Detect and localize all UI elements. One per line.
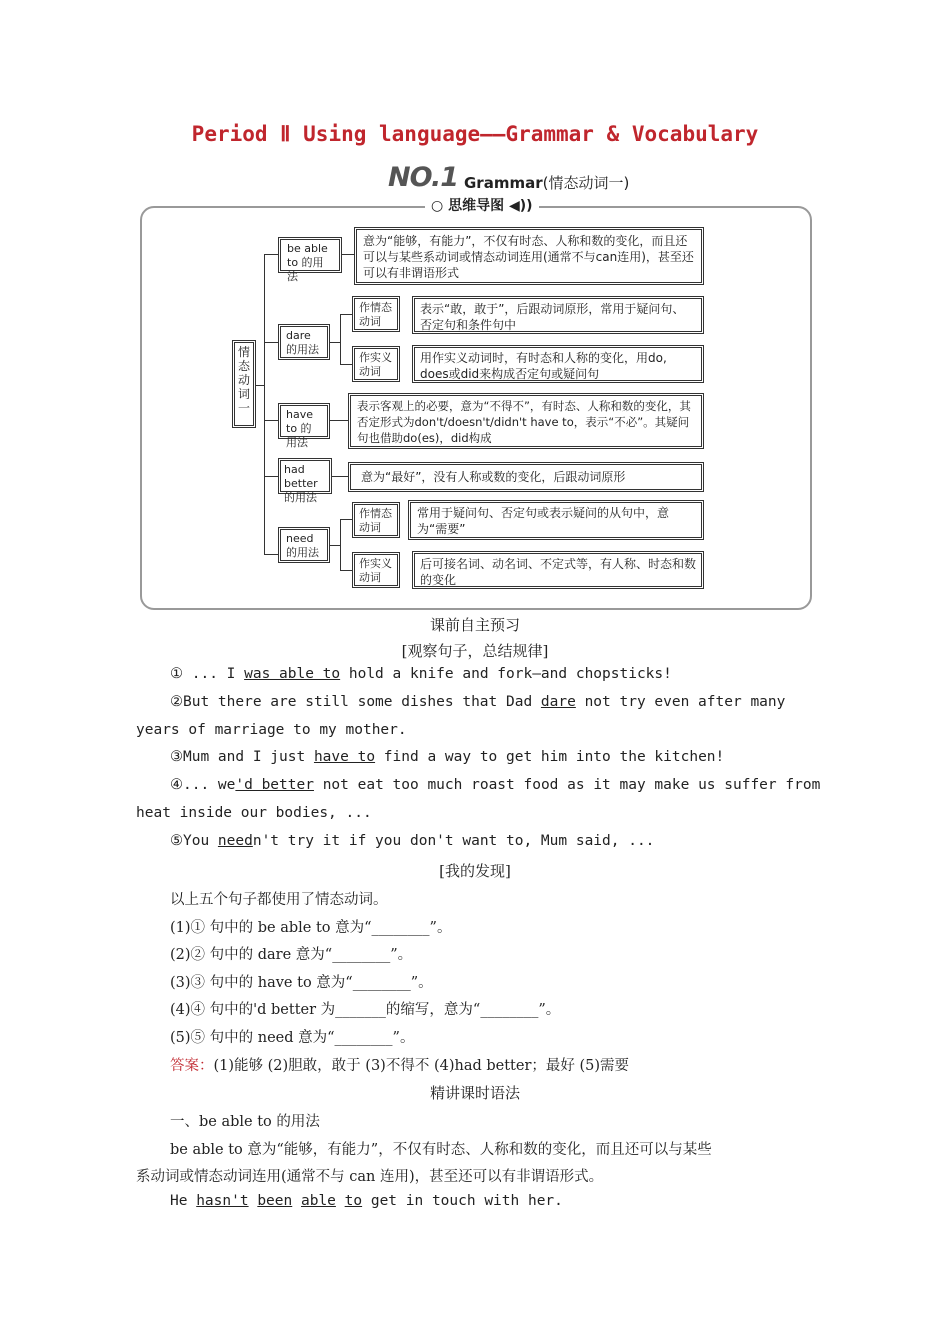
answer: 答案：(1)能够 (2)胆敢，敢于 (3)不得不 (4)had better；最好 (5)需要 xyxy=(170,1058,630,1074)
sentence-4-cont: heat inside our bodies, ... xyxy=(136,805,372,821)
preview-heading: 课前自主预习 xyxy=(429,616,520,634)
need-notional: 作实义动词 xyxy=(352,552,400,588)
node-need: need 的用法 xyxy=(278,527,330,563)
node-have-to: have to 的用法 xyxy=(278,403,330,439)
mindmap-root: 情态动词一 xyxy=(232,340,256,428)
sentence-2-cont: years of marriage to my mother. xyxy=(136,722,407,738)
dare-modal-desc: 表示“敢，敢于”，后跟动词原形，常用于疑问句、否定句和条件句中 xyxy=(412,296,704,334)
sentence-5: ⑤You needn't try it if you don't want to, Mum said, ... xyxy=(170,833,655,849)
find-heading: [我的发现] xyxy=(439,862,511,880)
dare-modal: 作情态动词 xyxy=(352,296,400,332)
desc-have-to: 表示客观上的必要，意为“不得不”，有时态、人称和数的变化，其否定形式为don't/doesn't/didn't have to，表示“不必”。其疑问句也借助do(es)，did构成 xyxy=(348,393,704,449)
dare-notional-desc: 用作实义动词时，有时态和人称的变化，用do, does或did来构成否定句或疑问句 xyxy=(412,345,704,383)
sentence-1: ① ... I was able to hold a knife and fork—and chopsticks! xyxy=(170,666,672,682)
page-title: Period Ⅱ Using language——Grammar & Vocabulary xyxy=(191,122,759,146)
sentence-2: ②But there are still some dishes that Dad dare not try even after many xyxy=(170,694,786,710)
node-dare: dare 的用法 xyxy=(278,324,330,360)
question-2: (2)② 句中的 dare 意为“________”。 xyxy=(170,947,413,963)
lecture-heading: 精讲课时语法 xyxy=(429,1084,520,1102)
need-modal: 作情态动词 xyxy=(352,502,400,538)
desc-had-better: 意为“最好”，没有人称或数的变化，后跟动词原形 xyxy=(348,462,704,492)
desc-be-able-to: 意为“能够，有能力”，不仅有时态、人称和数的变化，而且还可以与某些系动词或情态动词连用(通常不与can连用)，甚至还可以有非谓语形式 xyxy=(354,227,704,285)
need-modal-desc: 常用于疑问句、否定句或表示疑问的从句中，意为“需要” xyxy=(408,500,704,540)
sentence-4: ④... we'd better not eat too much roast food as it may make us suffer from xyxy=(170,777,821,793)
question-4: (4)④ 句中的'd better 为_______的缩写，意为“________”。 xyxy=(170,1002,561,1018)
example-sentence: He hasn't been able to get in touch with her. xyxy=(170,1193,563,1209)
node-had-better: had better 的用法 xyxy=(278,458,332,494)
find-intro: 以上五个句子都使用了情态动词。 xyxy=(170,892,388,908)
need-notional-desc: 后可接名词、动名词、不定式等，有人称、时态和数的变化 xyxy=(412,551,704,589)
sentence-3: ③Mum and I just have to find a way to get him into the kitchen! xyxy=(170,749,725,765)
dare-notional: 作实义动词 xyxy=(352,346,400,382)
mindmap-heading: ○ 思维导图 ◀)) xyxy=(425,195,539,215)
section-1-para-2: 系动词或情态动词连用(通常不与 can 连用)，甚至还可以有非谓语形式。 xyxy=(136,1169,604,1185)
section-1-para-1: be able to 意为“能够，有能力”，不仅有时态、人称和数的变化，而且还可以与某些 xyxy=(170,1142,712,1158)
question-1: (1)① 句中的 be able to 意为“________”。 xyxy=(170,920,452,936)
question-5: (5)⑤ 句中的 need 意为“________”。 xyxy=(170,1030,415,1046)
section-1-heading: 一、be able to 的用法 xyxy=(170,1114,320,1130)
node-be-able-to: be able to 的用法 xyxy=(278,237,342,273)
question-3: (3)③ 句中的 have to 意为“________”。 xyxy=(170,975,433,991)
grammar-label: Grammar(情态动词一) xyxy=(464,174,630,192)
no1-badge: NO.1 xyxy=(388,162,458,193)
observe-heading: [观察句子，总结规律] xyxy=(401,642,549,660)
